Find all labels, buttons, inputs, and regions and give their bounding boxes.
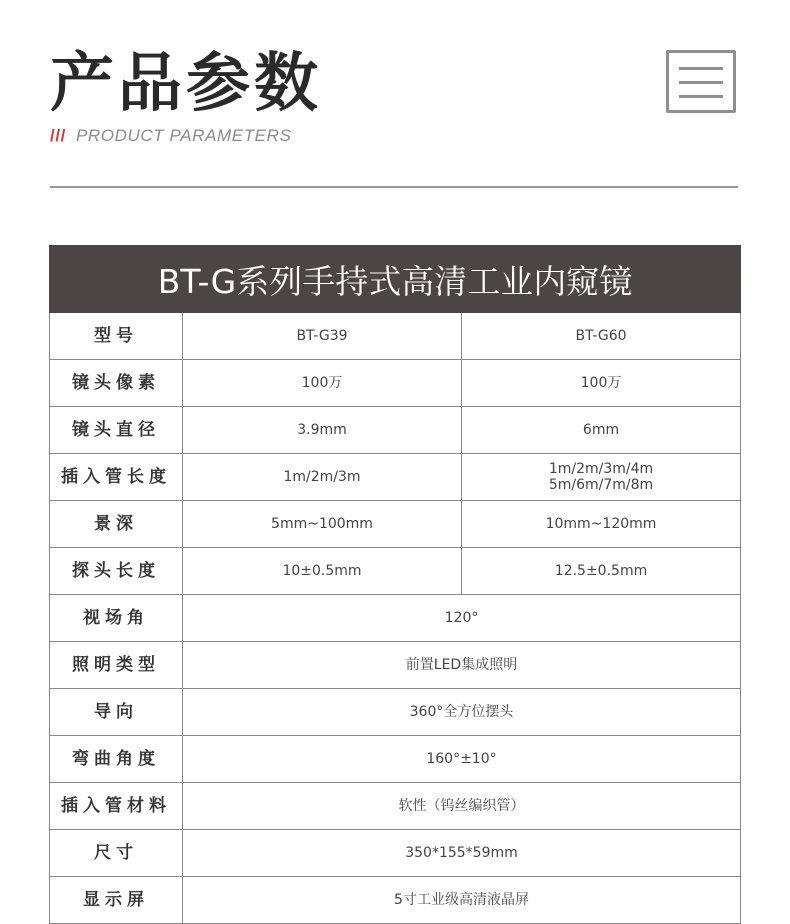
row-label: 弯曲角度 bbox=[50, 736, 183, 783]
row-label: 插入管材料 bbox=[50, 783, 183, 830]
table-row bbox=[50, 313, 741, 360]
cell-shared: 前置LED集成照明 bbox=[183, 642, 741, 689]
row-label: 型号 bbox=[50, 313, 183, 360]
table-row bbox=[50, 830, 741, 877]
cell-shared: 360°全方位摆头 bbox=[183, 689, 741, 736]
cell-g60: 6mm bbox=[462, 407, 741, 454]
cell-g60: 10mm~120mm bbox=[462, 501, 741, 548]
menu-icon[interactable] bbox=[666, 50, 736, 113]
cell-shared: 160°±10° bbox=[183, 736, 741, 783]
cell-g60: BT-G60 bbox=[462, 313, 741, 360]
cell-shared: 120° bbox=[183, 595, 741, 642]
table-title: BT-G系列手持式高清工业内窥镜 bbox=[50, 246, 741, 313]
subtitle-text: PRODUCT PARAMETERS bbox=[75, 126, 292, 145]
cell-g60-line: 5m/6m/7m/8m bbox=[548, 477, 654, 493]
table-row bbox=[50, 642, 741, 689]
menu-icon-bar bbox=[679, 81, 723, 84]
table-row bbox=[50, 360, 741, 407]
table-row bbox=[50, 548, 741, 595]
row-label: 照明类型 bbox=[50, 642, 183, 689]
page-subtitle bbox=[50, 126, 291, 146]
row-label: 导向 bbox=[50, 689, 183, 736]
cell-g60: 12.5±0.5mm bbox=[462, 548, 741, 595]
cell-g60: 100万 bbox=[462, 360, 741, 407]
cell-g39: 10±0.5mm bbox=[183, 548, 462, 595]
cell-shared: 350*155*59mm bbox=[183, 830, 741, 877]
row-label: 镜头直径 bbox=[50, 407, 183, 454]
cell-shared: 5寸工业级高清液晶屏 bbox=[183, 877, 741, 924]
table-row bbox=[50, 877, 741, 924]
cell-g39: BT-G39 bbox=[183, 313, 462, 360]
spec-table bbox=[49, 245, 741, 924]
table-row bbox=[50, 501, 741, 548]
cell-g39: 1m/2m/3m bbox=[183, 454, 462, 501]
row-label: 尺寸 bbox=[50, 830, 183, 877]
row-label: 景深 bbox=[50, 501, 183, 548]
row-label: 探头长度 bbox=[50, 548, 183, 595]
row-label: 插入管长度 bbox=[50, 454, 183, 501]
table-row bbox=[50, 736, 741, 783]
cell-g39: 3.9mm bbox=[183, 407, 462, 454]
table-title-row bbox=[50, 246, 741, 313]
table-row bbox=[50, 595, 741, 642]
table-row bbox=[50, 454, 741, 501]
row-label: 显示屏 bbox=[50, 877, 183, 924]
cell-g60 bbox=[462, 454, 741, 501]
cell-shared: 软性（钨丝编织管） bbox=[183, 783, 741, 830]
cell-g60-line: 1m/2m/3m/4m bbox=[548, 461, 654, 477]
cell-g39: 100万 bbox=[183, 360, 462, 407]
row-label: 镜头像素 bbox=[50, 360, 183, 407]
table-row bbox=[50, 783, 741, 830]
row-label: 视场角 bbox=[50, 595, 183, 642]
header-divider bbox=[50, 186, 738, 188]
slash-marks: /// bbox=[50, 126, 66, 145]
table-row bbox=[50, 689, 741, 736]
menu-icon-bar bbox=[679, 67, 723, 70]
menu-icon-bar bbox=[679, 95, 723, 98]
cell-g39: 5mm~100mm bbox=[183, 501, 462, 548]
table-row bbox=[50, 407, 741, 454]
page-title: 产品参数 bbox=[50, 47, 322, 121]
